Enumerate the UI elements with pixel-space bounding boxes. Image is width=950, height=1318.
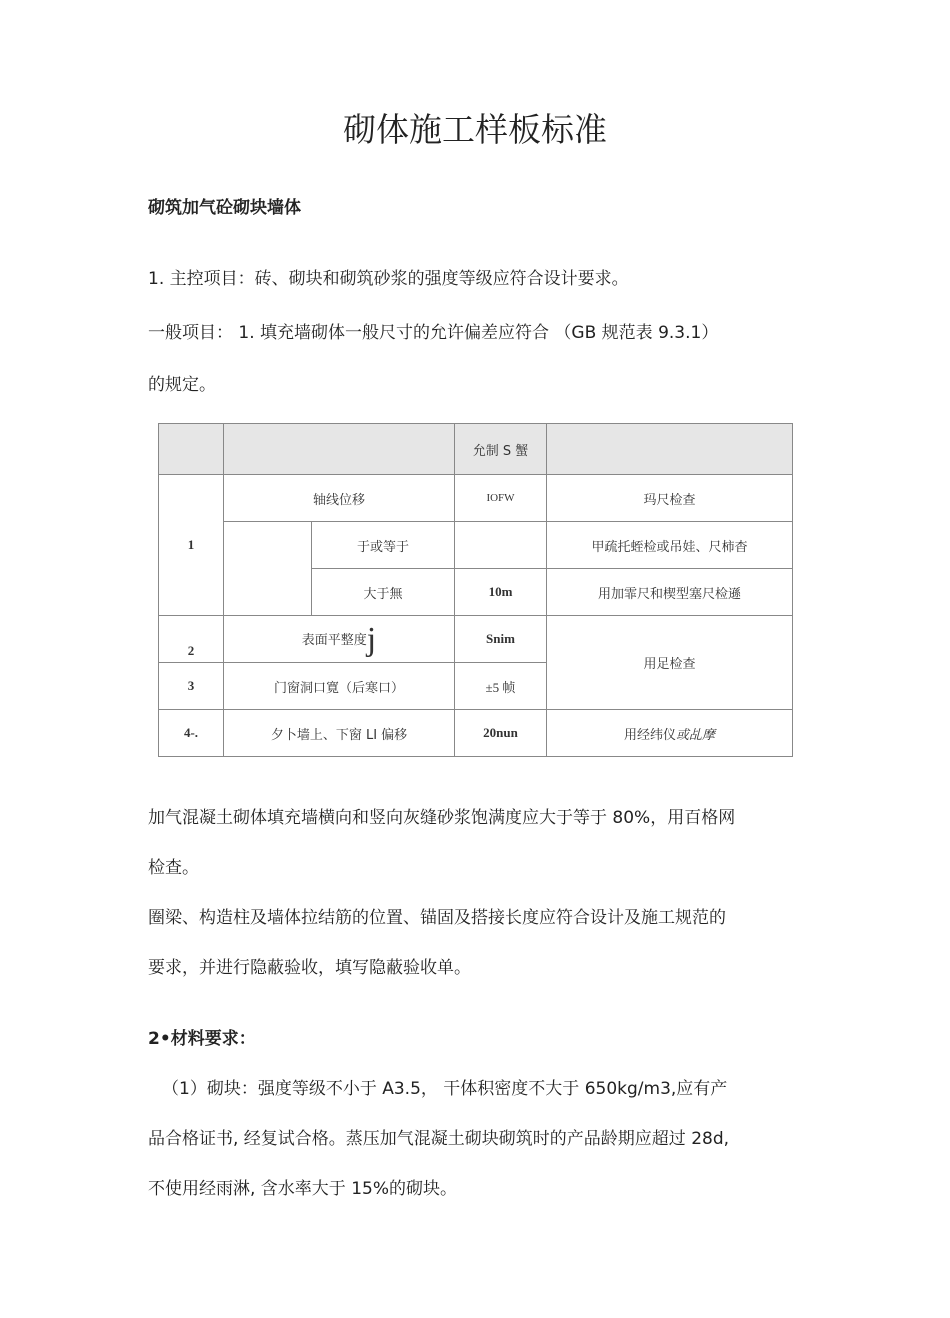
- ringbeam-paragraph-line1: 圈梁、构造柱及墙体拉结筋的位置、锚固及搭接长度应符合设计及施工规范的: [148, 908, 726, 928]
- materials-line2: 品合格证书, 经复试合格。蒸压加气混凝土砌块砌筑时的产品龄期应超过 28d,: [148, 1129, 730, 1149]
- row-number: 4-.: [159, 710, 224, 757]
- method-cell: 甲疏托蛭检或吊娃、尺柿杳: [547, 522, 793, 569]
- item-label: 表面平整度: [301, 632, 367, 648]
- row-number: 1: [159, 475, 224, 616]
- main-control-item: 1. 主控项目：砖、砌块和砌筑砂浆的强度等级应符合设计要求。: [148, 269, 629, 289]
- materials-line3: 不使用经雨淋, 含水率大于 15%的砌块。: [148, 1179, 457, 1199]
- document-title: 砌体施工样板标准: [343, 110, 607, 149]
- materials-heading: 2•材料要求：: [148, 1029, 256, 1049]
- method-cell: 用足检查: [547, 616, 793, 710]
- table-header-row: [159, 424, 793, 475]
- tolerance-cell: 10m: [455, 569, 547, 616]
- tolerance-table: [158, 423, 792, 757]
- row-number: 3: [159, 663, 224, 710]
- header-cell-item: [224, 424, 455, 475]
- row-number-cell: [159, 616, 224, 663]
- tolerance-cell: ±5 帧: [455, 663, 547, 710]
- ringbeam-paragraph-line2: 要求，并进行隐蔽验收，填写隐蔽验收单。: [148, 958, 471, 978]
- general-item-line2: 的规定。: [148, 375, 216, 395]
- row-number: 2: [187, 643, 195, 658]
- item-mark: j: [366, 620, 377, 658]
- tolerance-cell: 20nun: [455, 710, 547, 757]
- method-cell: [547, 710, 793, 757]
- tolerance-cell: [455, 522, 547, 569]
- item-cell: 门窗洞口寛（后寒口）: [224, 663, 455, 710]
- item-cell: [224, 616, 455, 663]
- tolerance-cell: Snim: [455, 616, 547, 663]
- item-cell: 夕卜墙上、下窗 LI 偏移: [224, 710, 455, 757]
- materials-line1: （1）砌块：强度等级不小于 A3.5， 干体积密度不大于 650kg/m3,应有产: [162, 1079, 728, 1099]
- general-item-line1: 一般项目： 1. 填充墙砌体一般尺寸的允许偏差应符合 （GB 规范表 9.3.1）: [148, 323, 719, 343]
- item-cell-empty: [224, 522, 312, 616]
- table-row: [159, 710, 793, 757]
- mortar-paragraph-line2: 检查。: [148, 858, 199, 878]
- header-cell-tolerance: 允制 S 蟹: [455, 424, 547, 475]
- tolerance-cell: IOFW: [455, 475, 547, 522]
- section-heading: 砌筑加气砼砌块墙体: [148, 198, 301, 218]
- item-cell: 轴线位移: [224, 475, 455, 522]
- table-row: [159, 475, 793, 522]
- method-text: 用经纬仪: [623, 727, 676, 743]
- sub-item-cell: 于或等于: [312, 522, 455, 569]
- sub-item-cell: 大于無: [312, 569, 455, 616]
- method-cell: 玛尺检查: [547, 475, 793, 522]
- method-cell: 用加霏尺和楔型塞尺检遜: [547, 569, 793, 616]
- header-cell-num: [159, 424, 224, 475]
- mortar-paragraph-line1: 加气混凝土砌体填充墙横向和竖向灰缝砂浆饱满度应大于等于 80%，用百格网: [148, 808, 736, 828]
- table-row: [159, 616, 793, 663]
- header-cell-method: [547, 424, 793, 475]
- table-row: [159, 522, 793, 569]
- method-text-italic: 或乩摩: [676, 727, 716, 743]
